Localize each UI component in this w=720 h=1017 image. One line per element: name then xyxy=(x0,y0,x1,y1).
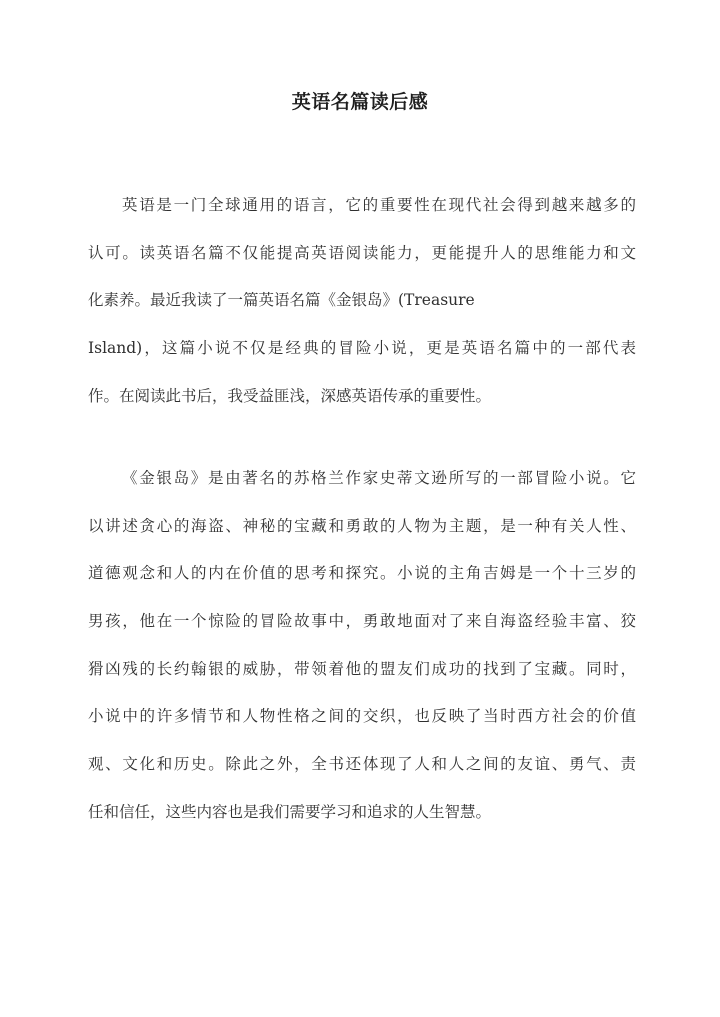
paragraph-line: 观、文化和历史。除此之外，全书还体现了人和人之间的友谊、勇气、责 xyxy=(88,755,636,774)
paragraph-line: 猾凶残的长约翰银的威胁，带领着他的盟友们成功的找到了宝藏。同时， xyxy=(88,659,636,678)
paragraph-line: 认可。读英语名篇不仅能提高英语阅读能力，更能提升人的思维能力和文 xyxy=(88,243,636,262)
paragraph-1 xyxy=(88,182,636,420)
paragraph-line: 化素养。最近我读了一篇英语名篇《金银岛》(Treasure xyxy=(88,291,475,310)
paragraph-line: 英语是一门全球通用的语言，它的重要性在现代社会得到越来越多的 xyxy=(122,196,636,214)
paragraph-line: 小说中的许多情节和人物性格之间的交织，也反映了当时西方社会的价值 xyxy=(88,707,636,726)
paragraph-line: 男孩，他在一个惊险的冒险故事中，勇敢地面对了来自海盗经验丰富、狡 xyxy=(88,612,636,631)
paragraph-line: 作。在阅读此书后，我受益匪浅，深感英语传承的重要性。 xyxy=(88,386,492,405)
paragraph-line: 以讲述贪心的海盗、神秘的宝藏和勇敢的人物为主题，是一种有关人性、 xyxy=(88,516,636,535)
paragraph-line: 道德观念和人的内在价值的思考和探究。小说的主角吉姆是一个十三岁的 xyxy=(88,564,636,583)
paragraph-2 xyxy=(88,455,636,837)
paragraph-line: Island)，这篇小说不仅是经典的冒险小说，更是英语名篇中的一部代表 xyxy=(88,339,636,358)
paragraph-line: 任和信任，这些内容也是我们需要学习和追求的人生智慧。 xyxy=(88,802,492,821)
document-title: 英语名篇读后感 xyxy=(291,91,429,113)
paragraph-line: 《金银岛》是由著名的苏格兰作家史蒂文逊所写的一部冒险小说。它 xyxy=(122,469,636,487)
